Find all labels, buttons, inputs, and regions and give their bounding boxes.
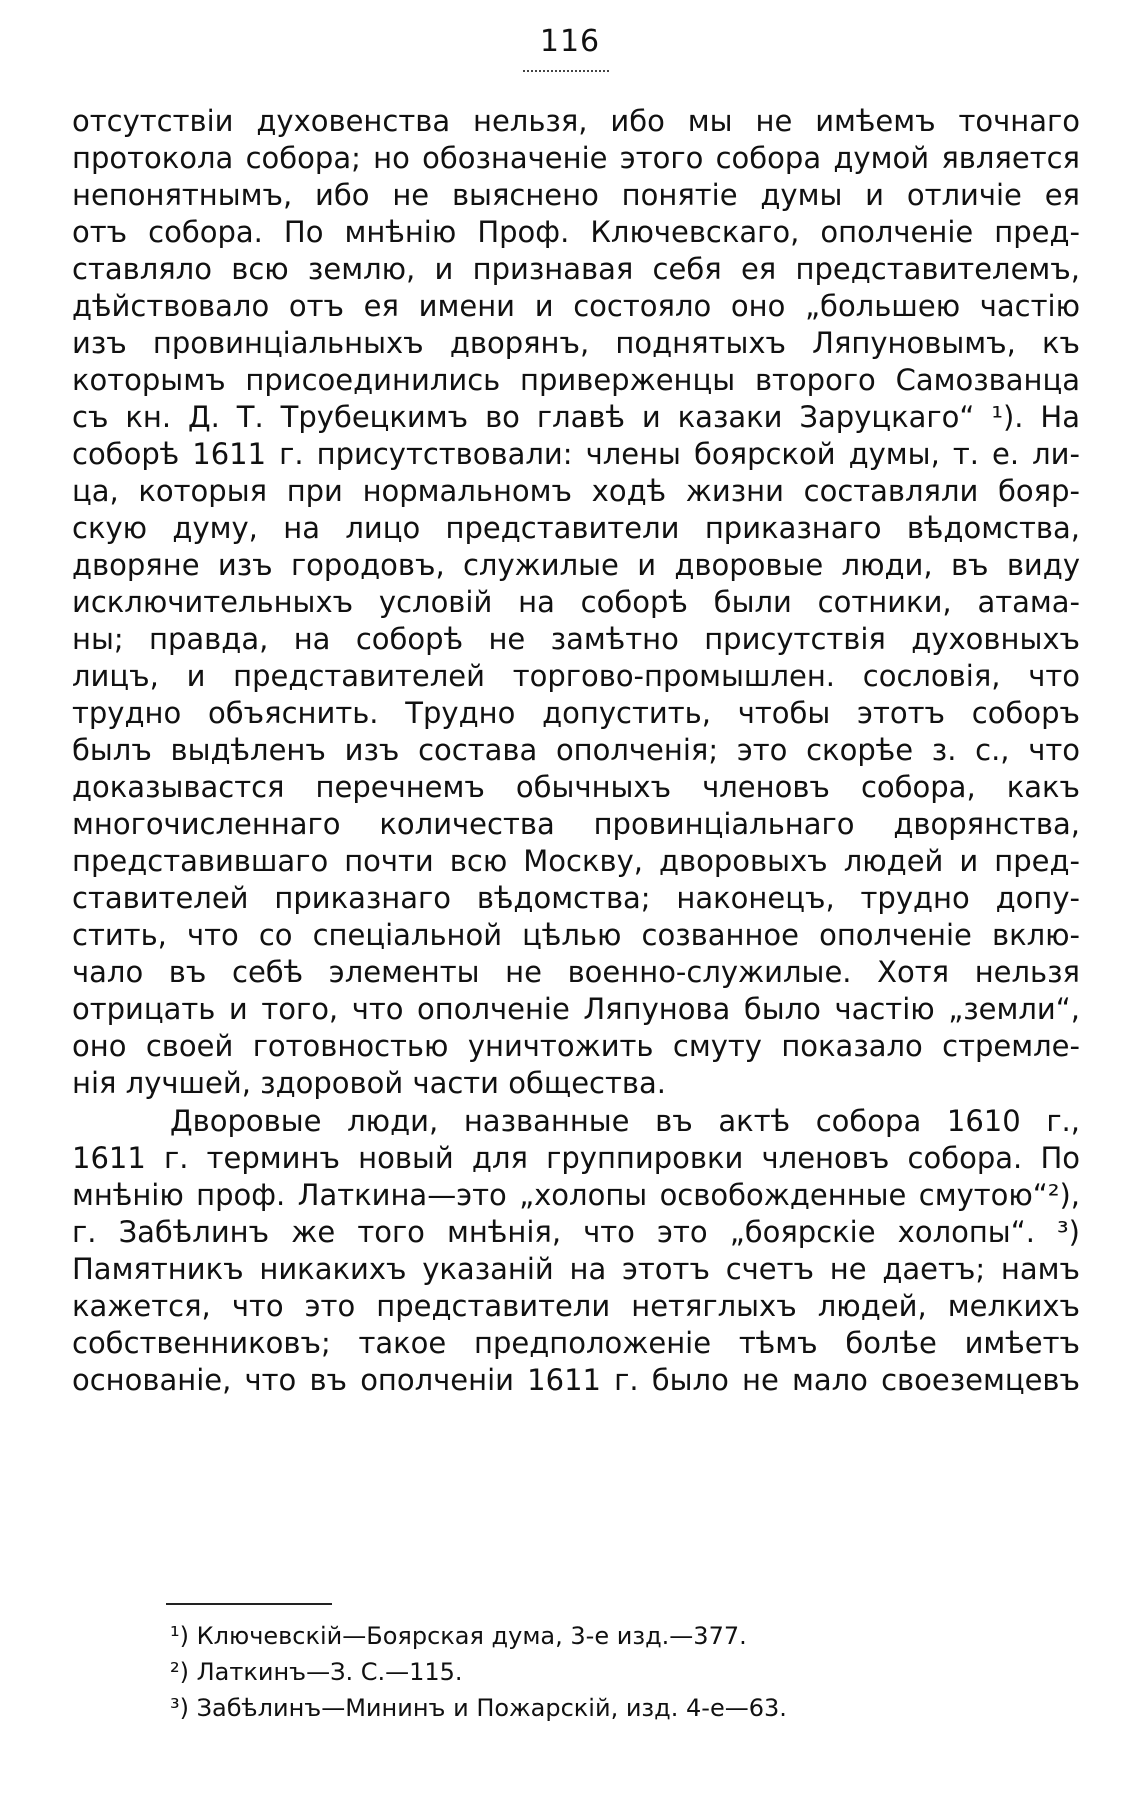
body-line-8: которымъ присоединились приверженцы второго Самозванца — [72, 363, 1080, 397]
body-line-33: кажется, что это представители нетяглыхъ людей, мелкихъ — [72, 1289, 1080, 1323]
body-line-15: ны; правда, на соборѣ не замѣтно присутствія духовныхъ — [72, 622, 1080, 656]
body-line-19: доказывастся перечнемъ обычныхъ членовъ собора, какъ — [72, 770, 1080, 804]
body-line-11: ца, которыя при нормальномъ ходѣ жизни составляли бояр- — [72, 474, 1080, 508]
body-line-21: представившаго почти всю Москву, дворовыхъ людей и пред- — [72, 844, 1080, 878]
body-line-32: Памятникъ никакихъ указаній на этотъ счетъ не даетъ; намъ — [72, 1252, 1080, 1286]
body-line-1: отсутствіи духовенства нельзя, ибо мы не имѣемъ точнаго — [72, 104, 1080, 138]
body-line-4: отъ собора. По мнѣнію Проф. Ключевскаго, ополченіе пред- — [72, 215, 1080, 249]
page-number-rule — [523, 70, 609, 72]
body-line-28: Дворовые люди, названные въ актѣ собора 1610 г., — [170, 1104, 1080, 1138]
body-line-10: соборѣ 1611 г. присутствовали: члены боярской думы, т. е. ли- — [72, 437, 1080, 471]
footnote-rule — [166, 1603, 332, 1605]
body-line-12: скую думу, на лицо представители приказнаго вѣдомства, — [72, 511, 1080, 545]
body-line-3: непонятнымъ, ибо не выяснено понятіе думы и отличіе ея — [72, 178, 1080, 212]
body-line-24: чало въ себѣ элементы не военно-служилые. Хотя нельзя — [72, 955, 1080, 989]
body-line-5: ставляло всю землю, и признавая себя ея представителемъ, — [72, 252, 1080, 286]
body-line-9: съ кн. Д. Т. Трубецкимъ во главѣ и казаки Заруцкаго“ ¹). На — [72, 400, 1080, 434]
footnote-1: ¹) Ключевскій—Боярская дума, 3-е изд.—377. — [170, 1622, 747, 1650]
body-line-13: дворяне изъ городовъ, служилые и дворовые люди, въ виду — [72, 548, 1080, 582]
footnote-3: ³) Забѣлинъ—Мининъ и Пожарскій, изд. 4-е—63. — [170, 1694, 787, 1722]
body-line-25: отрицать и того, что ополченіе Ляпунова было частію „земли“, — [72, 992, 1080, 1026]
body-line-30: мнѣнію проф. Латкина—это „холопы освобожденные смутою“²), — [72, 1178, 1080, 1212]
body-line-27: нія лучшей, здоровой части общества. — [72, 1066, 666, 1100]
body-line-34: собственниковъ; такое предположеніе тѣмъ болѣе имѣетъ — [72, 1326, 1080, 1360]
body-line-31: г. Забѣлинъ же того мнѣнія, что это „боярскіе холопы“. ³) — [72, 1215, 1080, 1249]
body-line-35: основаніе, что въ ополченіи 1611 г. было не мало своеземцевъ — [72, 1363, 1080, 1397]
body-line-26: оно своей готовностью уничтожить смуту показало стремле- — [72, 1029, 1080, 1063]
body-line-14: исключительныхъ условій на соборѣ были сотники, атама- — [72, 585, 1080, 619]
page-number: 116 — [539, 24, 601, 59]
body-line-2: протокола собора; но обозначеніе этого собора думой является — [72, 141, 1080, 175]
body-line-18: былъ выдѣленъ изъ состава ополченія; это скорѣе з. с., что — [72, 733, 1080, 767]
body-line-17: трудно объяснить. Трудно допустить, чтобы этотъ соборъ — [72, 696, 1080, 730]
body-line-23: стить, что со спеціальной цѣлью созванное ополченіе вклю- — [72, 918, 1080, 952]
body-line-22: ставителей приказнаго вѣдомства; наконецъ, трудно допу- — [72, 881, 1080, 915]
body-line-29: 1611 г. терминъ новый для группировки членовъ собора. По — [72, 1141, 1080, 1175]
footnote-2: ²) Латкинъ—З. С.—115. — [170, 1658, 463, 1686]
body-line-7: изъ провинціальныхъ дворянъ, поднятыхъ Ляпуновымъ, къ — [72, 326, 1080, 360]
body-line-20: многочисленнаго количества провинціальнаго дворянства, — [72, 807, 1080, 841]
body-line-6: дѣйствовало отъ ея имени и состояло оно „большею частію — [72, 289, 1080, 323]
body-line-16: лицъ, и представителей торгово-промышлен. сословія, что — [72, 659, 1080, 693]
